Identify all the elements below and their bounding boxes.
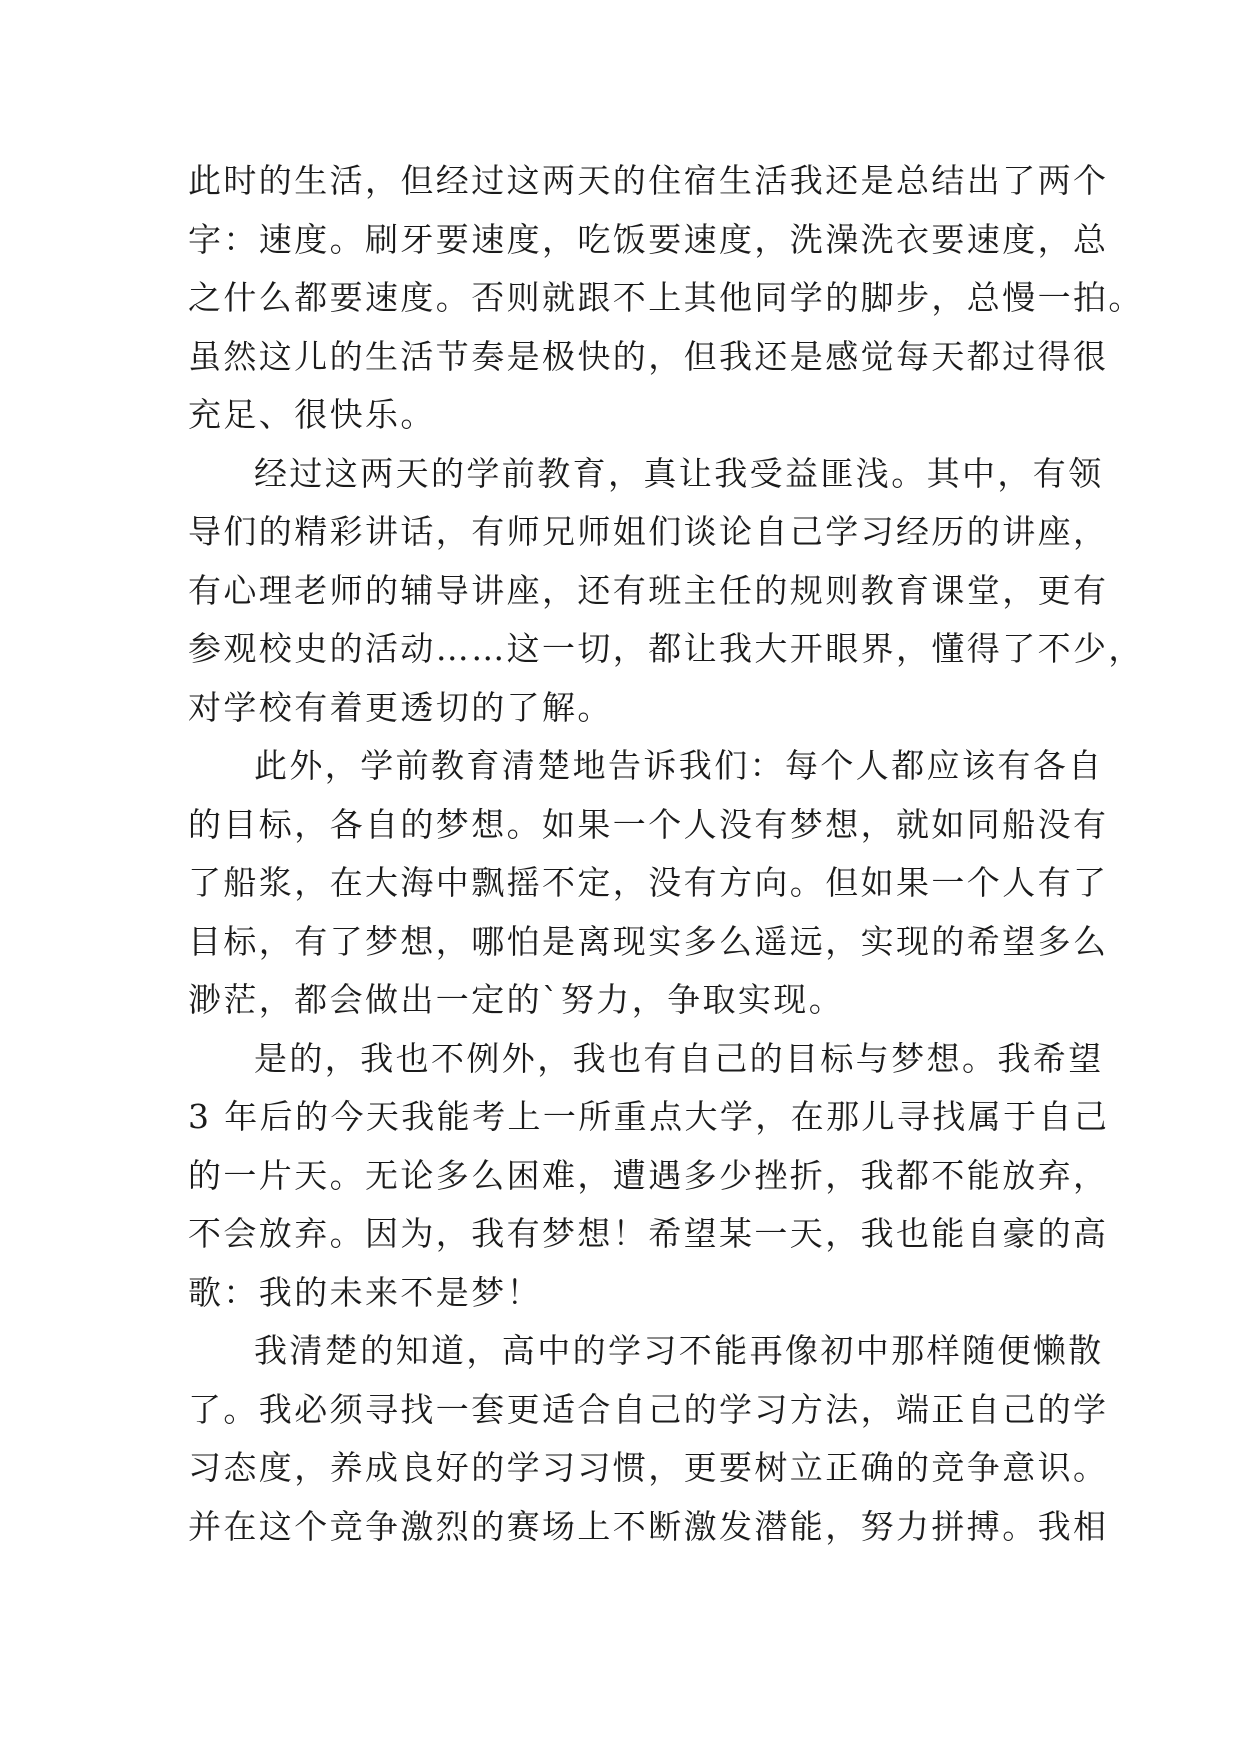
text-line: 目标，有了梦想，哪怕是离现实多么遥远，实现的希望多么 — [188, 921, 1109, 961]
text-line: 并在这个竞争激烈的赛场上不断激发潜能，努力拼搏。我相 — [188, 1506, 1109, 1546]
text-line: 充足、很快乐。 — [188, 395, 436, 434]
text-line: 渺茫，都会做出一定的`努力，争取实现。 — [188, 980, 845, 1019]
text-line: 了。我必须寻找一套更适合自己的学习方法，端正自己的学 — [188, 1389, 1109, 1429]
text-line: 参观校史的活动……这一切，都让我大开眼界，懂得了不少， — [188, 629, 1144, 668]
text-line: 了船浆，在大海中飘摇不定，没有方向。但如果一个人有了 — [188, 863, 1109, 902]
text-line: 对学校有着更透切的了解。 — [188, 687, 613, 727]
text-line: 虽然这儿的生活节奏是极快的，但我还是感觉每天都过得很 — [188, 336, 1109, 376]
text-line: 之什么都要速度。否则就跟不上其他同学的脚步，总慢一拍。 — [188, 278, 1144, 317]
text-line: 有心理老师的辅导讲座，还有班主任的规则教育课堂，更有 — [188, 570, 1109, 610]
text-line: 此时的生活，但经过这两天的住宿生活我还是总结出了两个 — [188, 161, 1109, 200]
text-line: 的一片天。无论多么困难，遭遇多少挫折，我都不能放弃， — [188, 1155, 1109, 1195]
text-line: 习态度，养成良好的学习习惯，更要树立正确的竞争意识。 — [188, 1448, 1109, 1487]
text-line: 歌：我的未来不是梦！ — [188, 1272, 542, 1312]
text-line: 不会放弃。因为，我有梦想！希望某一天，我也能自豪的高 — [188, 1214, 1109, 1253]
paragraph-first-line: 我清楚的知道，高中的学习不能再像初中那样随便懒散 — [254, 1331, 1104, 1370]
text-line: 字：速度。刷牙要速度，吃饭要速度，洗澡洗衣要速度，总 — [188, 219, 1109, 259]
paragraph-first-line: 是的，我也不例外，我也有自己的目标与梦想。我希望 — [254, 1038, 1104, 1078]
text-line: 导们的精彩讲话，有师兄师姐们谈论自己学习经历的讲座， — [188, 512, 1109, 551]
text-line: 的目标，各自的梦想。如果一个人没有梦想，就如同船没有 — [188, 804, 1109, 844]
text-line: 3 年后的今天我能考上一所重点大学，在那儿寻找属于自己 — [188, 1097, 1110, 1136]
document-body — [188, 152, 1144, 1556]
paragraph-first-line: 此外，学前教育清楚地告诉我们：每个人都应该有各自 — [254, 746, 1104, 785]
paragraph-first-line: 经过这两天的学前教育，真让我受益匪浅。其中，有领 — [254, 453, 1104, 493]
